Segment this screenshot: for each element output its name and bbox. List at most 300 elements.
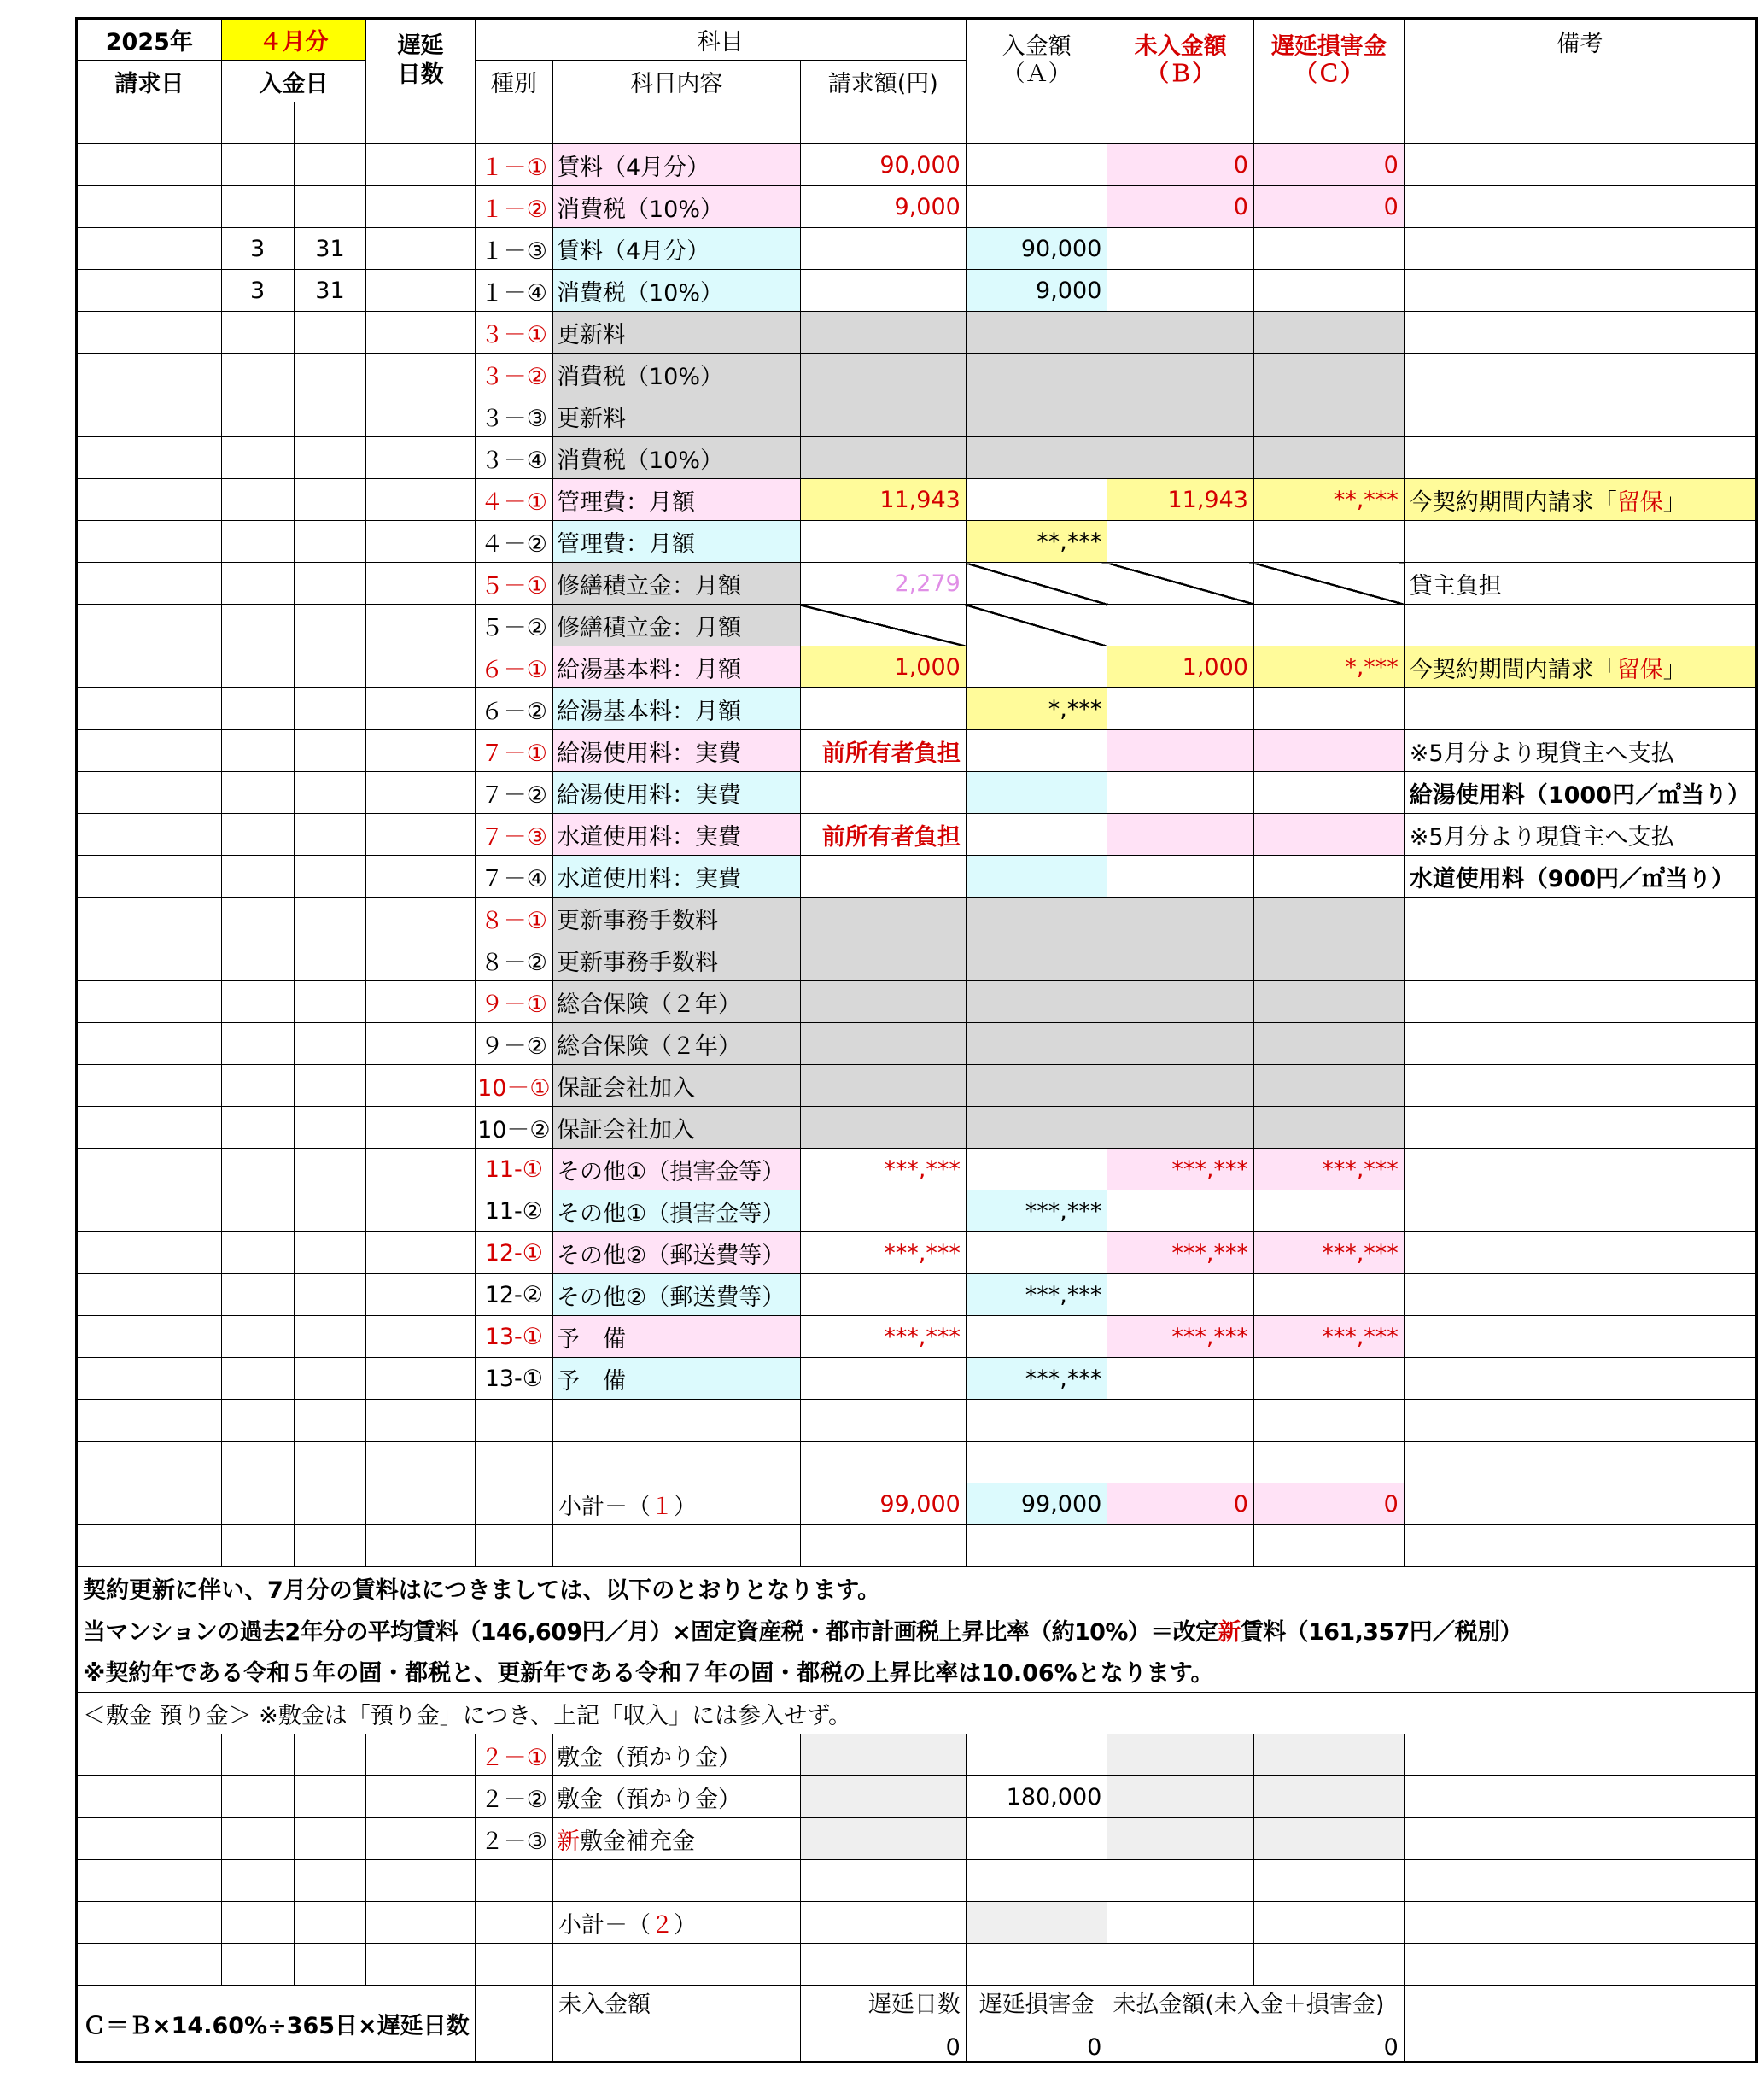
late-fee-amount <box>1253 1274 1404 1316</box>
unpaid-amount: 1,000 <box>1107 646 1254 688</box>
remark-cell <box>1404 1232 1756 1274</box>
footer-total: 未払金額(未入金＋損害金) 0 <box>1107 1986 1404 2062</box>
payment-month: 3 <box>221 270 294 312</box>
billing-month <box>77 605 149 646</box>
billed-amount <box>800 939 966 981</box>
item-name: 水道使用料：実費 <box>553 814 801 856</box>
payment-month <box>221 1023 294 1065</box>
deposit-code: ２－③ <box>475 1818 552 1860</box>
billing-day <box>149 521 221 563</box>
delay-days-cell <box>366 688 475 730</box>
payment-day <box>294 1400 366 1442</box>
billing-month <box>77 814 149 856</box>
billed-amount: ***,*** <box>800 1232 966 1274</box>
payment-day <box>294 856 366 898</box>
remark-cell <box>1404 395 1756 437</box>
billed-amount <box>800 1065 966 1107</box>
remark-cell <box>1404 186 1756 228</box>
late-fee-amount <box>1253 688 1404 730</box>
unpaid-amount <box>1107 102 1254 144</box>
received-amount: **,*** <box>966 521 1107 563</box>
note-line-1 <box>77 1567 1757 1609</box>
note-line-3 <box>77 1651 1757 1693</box>
received-amount: ***,*** <box>966 1358 1107 1400</box>
deposit-row <box>77 1734 1757 1776</box>
remark-cell <box>1404 270 1756 312</box>
late-fee-amount <box>1253 939 1404 981</box>
payment-day <box>294 1232 366 1274</box>
billed-amount <box>800 1400 966 1442</box>
item-code: ３－① <box>475 312 552 354</box>
item-name: 保証会社加入 <box>553 1065 801 1107</box>
payment-day <box>294 688 366 730</box>
item-name: 修繕積立金：月額 <box>553 563 801 605</box>
delay-days-cell <box>366 605 475 646</box>
unpaid-amount <box>1107 563 1254 605</box>
remark-cell <box>1404 605 1756 646</box>
item-code: 12-① <box>475 1232 552 1274</box>
ledger-row <box>77 814 1757 856</box>
note-line-2 <box>77 1609 1757 1651</box>
billing-month <box>77 688 149 730</box>
item-name: 総合保険（２年） <box>553 981 801 1023</box>
item-name: 修繕積立金：月額 <box>553 605 801 646</box>
received-amount <box>966 1316 1107 1358</box>
billing-month <box>77 939 149 981</box>
item-name: 給湯使用料：実費 <box>553 772 801 814</box>
deposit-row <box>77 1818 1757 1860</box>
payment-month <box>221 1274 294 1316</box>
received-amount <box>966 186 1107 228</box>
billed-amount <box>800 1358 966 1400</box>
payment-day <box>294 1107 366 1149</box>
unpaid-amount: ***,*** <box>1107 1316 1254 1358</box>
item-name: 保証会社加入 <box>553 1107 801 1149</box>
late-fee-amount: ***,*** <box>1253 1232 1404 1274</box>
received-amount <box>966 1023 1107 1065</box>
payment-day: 31 <box>294 270 366 312</box>
late-fee-amount <box>1253 1400 1404 1442</box>
payment-month <box>221 102 294 144</box>
payment-day <box>294 144 366 186</box>
unpaid-amount: ***,*** <box>1107 1149 1254 1190</box>
unpaid-header: 未入金額 （Ｂ） <box>1107 19 1254 102</box>
item-name: 給湯使用料：実費 <box>553 730 801 772</box>
remark-cell <box>1404 312 1756 354</box>
footer-unpaid-value: 0 <box>945 2034 961 2061</box>
blank-row-2 <box>77 1944 1757 1986</box>
remark-cell <box>1404 1358 1756 1400</box>
ledger-row <box>77 312 1757 354</box>
item-code: ７－① <box>475 730 552 772</box>
ledger-row <box>77 646 1757 688</box>
billing-month <box>77 395 149 437</box>
billing-day <box>149 563 221 605</box>
note-text-1: 契約更新に伴い、7月分の賃料はにつきましては、以下のとおりとなります。 <box>77 1567 1757 1609</box>
payment-day <box>294 1274 366 1316</box>
payment-day <box>294 646 366 688</box>
received-amount <box>966 772 1107 814</box>
item-name: その他①（損害金等） <box>553 1190 801 1232</box>
item-code: ４－② <box>475 521 552 563</box>
remark-cell <box>1404 144 1756 186</box>
late-fee-amount <box>1253 1190 1404 1232</box>
item-code: ６－① <box>475 646 552 688</box>
billing-day <box>149 354 221 395</box>
late-fee-amount <box>1253 730 1404 772</box>
ledger-row <box>77 395 1757 437</box>
ledger-row <box>77 1107 1757 1149</box>
ledger-row <box>77 1274 1757 1316</box>
payment-day <box>294 521 366 563</box>
billing-day <box>149 605 221 646</box>
item-code: 12-② <box>475 1274 552 1316</box>
item-name: その他①（損害金等） <box>553 1149 801 1190</box>
billed-amount: ***,*** <box>800 1316 966 1358</box>
received-amount <box>966 395 1107 437</box>
footer-unpaid: 未入金額 <box>553 1986 801 2062</box>
unpaid-amount <box>1107 1358 1254 1400</box>
unpaid-amount <box>1107 730 1254 772</box>
billing-day <box>149 646 221 688</box>
remark-cell <box>1404 1107 1756 1149</box>
received-amount <box>966 814 1107 856</box>
payment-month <box>221 186 294 228</box>
ledger-row <box>77 479 1757 521</box>
payment-month <box>221 605 294 646</box>
payment-month: 3 <box>221 228 294 270</box>
delay-days-cell <box>366 479 475 521</box>
billed-amount <box>800 1274 966 1316</box>
payment-day <box>294 605 366 646</box>
item-name: 管理費：月額 <box>553 479 801 521</box>
item-code <box>475 102 552 144</box>
payment-month <box>221 772 294 814</box>
late-fee-amount <box>1253 772 1404 814</box>
received-amount <box>966 563 1107 605</box>
received-amount <box>966 981 1107 1023</box>
payment-month <box>221 395 294 437</box>
footer-total-value: 0 <box>1383 2034 1399 2061</box>
billing-day <box>149 395 221 437</box>
late-fee-amount <box>1253 898 1404 939</box>
unpaid-amount <box>1107 856 1254 898</box>
billed-amount <box>800 354 966 395</box>
header-row-1 <box>77 19 1757 61</box>
billing-month <box>77 270 149 312</box>
billing-day <box>149 186 221 228</box>
item-name: 更新料 <box>553 395 801 437</box>
item-name: 更新料 <box>553 312 801 354</box>
remark-cell <box>1404 354 1756 395</box>
billing-month <box>77 1232 149 1274</box>
delay-days-cell <box>366 1400 475 1442</box>
late-fee-amount <box>1253 437 1404 479</box>
item-code: 11-① <box>475 1149 552 1190</box>
late-fee-amount <box>1253 395 1404 437</box>
late-fee-amount <box>1253 981 1404 1023</box>
year-label: 2025年 <box>77 19 222 61</box>
received-amount: *,*** <box>966 688 1107 730</box>
item-name: 消費税（10%） <box>553 437 801 479</box>
blank-row <box>77 1525 1757 1567</box>
billing-day <box>149 1232 221 1274</box>
payment-month <box>221 1232 294 1274</box>
billed-amount <box>800 395 966 437</box>
delay-days-cell <box>366 1149 475 1190</box>
unpaid-amount <box>1107 270 1254 312</box>
month-label: ４月分 <box>221 19 366 61</box>
billing-day <box>149 814 221 856</box>
payment-day <box>294 102 366 144</box>
payment-month <box>221 1400 294 1442</box>
deposit-name: 敷金（預かり金） <box>553 1776 801 1818</box>
remark-cell <box>1404 981 1756 1023</box>
billing-month <box>77 479 149 521</box>
billed-amount <box>800 605 966 646</box>
billing-month <box>77 856 149 898</box>
billing-day <box>149 270 221 312</box>
delay-days-cell <box>366 1316 475 1358</box>
remark-cell <box>1404 437 1756 479</box>
billed-amount <box>800 1190 966 1232</box>
late-fee-amount <box>1253 856 1404 898</box>
item-code: １－③ <box>475 228 552 270</box>
received-amount <box>966 144 1107 186</box>
received-header: 入金額 （Ａ） <box>966 19 1107 102</box>
late-fee-amount: *,*** <box>1253 646 1404 688</box>
payment-month <box>221 437 294 479</box>
late-fee-amount: ***,*** <box>1253 1149 1404 1190</box>
billing-day <box>149 144 221 186</box>
billing-day <box>149 772 221 814</box>
item-name: 消費税（10%） <box>553 186 801 228</box>
billing-month <box>77 228 149 270</box>
item-name: 消費税（10%） <box>553 270 801 312</box>
delay-days-cell <box>366 186 475 228</box>
late-fee-header: 遅延損害金 （Ｃ） <box>1253 19 1404 102</box>
late-fee-amount: **,*** <box>1253 479 1404 521</box>
delay-days-cell <box>366 521 475 563</box>
item-code: １－② <box>475 186 552 228</box>
delay-days-cell <box>366 646 475 688</box>
billing-day <box>149 1358 221 1400</box>
billing-month <box>77 1190 149 1232</box>
billed-amount <box>800 856 966 898</box>
delay-days-cell <box>366 1065 475 1107</box>
remark-cell <box>1404 1190 1756 1232</box>
ledger-row <box>77 144 1757 186</box>
billing-month <box>77 1107 149 1149</box>
ledger-row <box>77 605 1757 646</box>
billing-month <box>77 1274 149 1316</box>
remark-cell <box>1404 688 1756 730</box>
footer-late-fee-value: 0 <box>1087 2034 1102 2061</box>
payment-month <box>221 898 294 939</box>
delay-days-cell <box>366 1023 475 1065</box>
deposit-code: ２－① <box>475 1734 552 1776</box>
rent-ledger-sheet <box>75 17 1758 2063</box>
item-code: ９－② <box>475 1023 552 1065</box>
ledger-row <box>77 1190 1757 1232</box>
remark-cell: 水道使用料（900円／㎥当り） <box>1404 856 1756 898</box>
late-fee-amount <box>1253 1065 1404 1107</box>
billing-month <box>77 1149 149 1190</box>
item-code: ９－① <box>475 981 552 1023</box>
item-name: 水道使用料：実費 <box>553 856 801 898</box>
billing-day <box>149 1190 221 1232</box>
unpaid-amount <box>1107 1190 1254 1232</box>
billing-day <box>149 102 221 144</box>
unpaid-amount <box>1107 1274 1254 1316</box>
delay-days-cell <box>366 270 475 312</box>
received-amount <box>966 730 1107 772</box>
deposit-title-row <box>77 1693 1757 1734</box>
item-code: ６－② <box>475 688 552 730</box>
remark-cell <box>1404 521 1756 563</box>
item-name: 給湯基本料：月額 <box>553 646 801 688</box>
payment-day <box>294 563 366 605</box>
delay-days-cell <box>366 144 475 186</box>
billing-day <box>149 730 221 772</box>
billing-month <box>77 354 149 395</box>
subtotal-1-late: 0 <box>1253 1483 1404 1525</box>
item-name: 予 備 <box>553 1316 801 1358</box>
payment-day <box>294 814 366 856</box>
item-code: 11-② <box>475 1190 552 1232</box>
billing-day <box>149 939 221 981</box>
late-fee-amount <box>1253 605 1404 646</box>
received-amount: 90,000 <box>966 228 1107 270</box>
remark-cell: ※5月分より現貸主へ支払 <box>1404 814 1756 856</box>
billed-amount <box>800 270 966 312</box>
remark-cell <box>1404 898 1756 939</box>
unpaid-amount <box>1107 312 1254 354</box>
billed-amount <box>800 772 966 814</box>
billed-amount: ***,*** <box>800 1149 966 1190</box>
subtotal-1-label: 小計－（１） <box>553 1483 801 1525</box>
billed-amount: 9,000 <box>800 186 966 228</box>
billed-amount: 前所有者負担 <box>800 814 966 856</box>
deposit-received <box>966 1818 1107 1860</box>
billing-month <box>77 563 149 605</box>
item-code: １－① <box>475 144 552 186</box>
delay-days-cell <box>366 814 475 856</box>
received-amount <box>966 437 1107 479</box>
billing-date-header: 請求日 <box>77 61 222 102</box>
late-fee-amount: ***,*** <box>1253 1316 1404 1358</box>
ledger-row <box>77 228 1757 270</box>
payment-day <box>294 1149 366 1190</box>
billing-day <box>149 688 221 730</box>
footer-late-fee: 遅延損害金 0 <box>966 1986 1107 2062</box>
payment-month <box>221 856 294 898</box>
received-amount <box>966 1065 1107 1107</box>
unpaid-amount <box>1107 688 1254 730</box>
item-code: ４－① <box>475 479 552 521</box>
late-fee-amount <box>1253 312 1404 354</box>
item-name: 給湯基本料：月額 <box>553 688 801 730</box>
billing-month <box>77 1065 149 1107</box>
payment-day <box>294 395 366 437</box>
payment-month <box>221 814 294 856</box>
item-detail-header: 科目内容 <box>553 61 801 102</box>
billing-day <box>149 312 221 354</box>
remark-cell: 今契約期間内請求「留保」 <box>1404 646 1756 688</box>
payment-month <box>221 1316 294 1358</box>
billing-month <box>77 1023 149 1065</box>
payment-month <box>221 479 294 521</box>
payment-day <box>294 479 366 521</box>
payment-day <box>294 1190 366 1232</box>
unpaid-amount <box>1107 1107 1254 1149</box>
payment-day <box>294 1023 366 1065</box>
ledger-row <box>77 1065 1757 1107</box>
late-fee-amount: 0 <box>1253 186 1404 228</box>
ledger-row <box>77 1023 1757 1065</box>
payment-day <box>294 186 366 228</box>
item-code: 10－② <box>475 1107 552 1149</box>
billing-day <box>149 898 221 939</box>
remark-cell <box>1404 1400 1756 1442</box>
late-fee-amount <box>1253 1107 1404 1149</box>
item-name: その他②（郵送費等） <box>553 1232 801 1274</box>
payment-month <box>221 354 294 395</box>
deposit-received: 180,000 <box>966 1776 1107 1818</box>
ledger-row <box>77 102 1757 144</box>
item-name: 更新事務手数料 <box>553 898 801 939</box>
billed-amount: 前所有者負担 <box>800 730 966 772</box>
unpaid-amount <box>1107 772 1254 814</box>
subject-header: 科目 <box>475 19 966 61</box>
payment-month <box>221 1107 294 1149</box>
ledger-row <box>77 563 1757 605</box>
payment-month <box>221 521 294 563</box>
deposit-row <box>77 1776 1757 1818</box>
billing-day <box>149 981 221 1023</box>
delay-days-cell <box>366 1232 475 1274</box>
remark-cell <box>1404 1065 1756 1107</box>
payment-day <box>294 939 366 981</box>
payment-day <box>294 354 366 395</box>
payment-day <box>294 437 366 479</box>
billing-month <box>77 1400 149 1442</box>
payment-day <box>294 981 366 1023</box>
payment-day <box>294 730 366 772</box>
unpaid-amount: 0 <box>1107 186 1254 228</box>
received-amount: ***,*** <box>966 1274 1107 1316</box>
item-name: 賃料（4月分） <box>553 228 801 270</box>
billing-month <box>77 730 149 772</box>
item-code: ５－① <box>475 563 552 605</box>
payment-month <box>221 981 294 1023</box>
billed-amount-header: 請求額(円) <box>800 61 966 102</box>
received-amount <box>966 1107 1107 1149</box>
unpaid-amount <box>1107 605 1254 646</box>
late-fee-amount <box>1253 814 1404 856</box>
remark-cell <box>1404 228 1756 270</box>
received-amount <box>966 312 1107 354</box>
payment-month <box>221 1358 294 1400</box>
ledger-row <box>77 856 1757 898</box>
late-fee-amount <box>1253 521 1404 563</box>
item-code: 10－① <box>475 1065 552 1107</box>
billing-day <box>149 1107 221 1149</box>
received-amount <box>966 1149 1107 1190</box>
billed-amount <box>800 898 966 939</box>
item-name: その他②（郵送費等） <box>553 1274 801 1316</box>
payment-month <box>221 312 294 354</box>
